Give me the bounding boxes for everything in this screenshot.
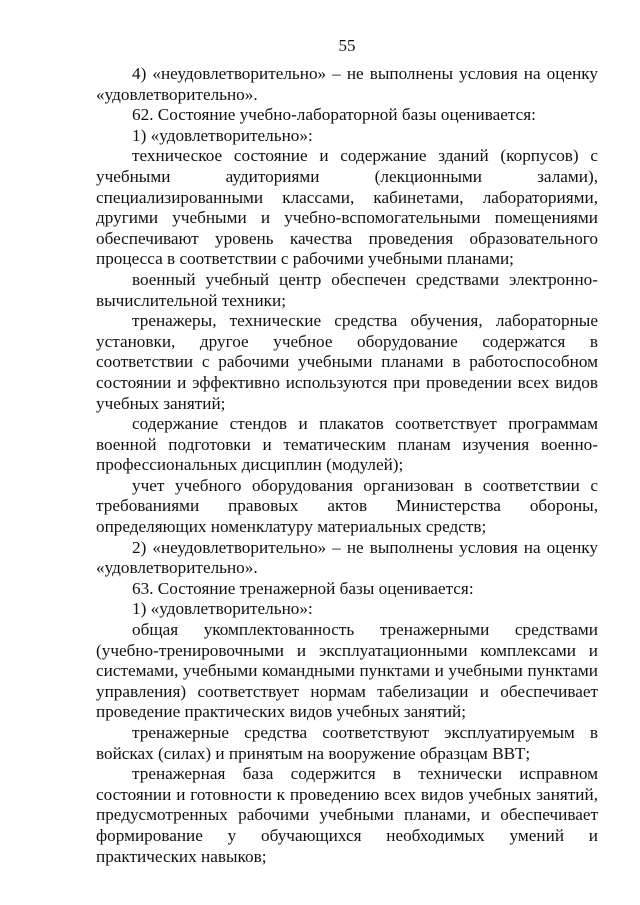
paragraph-computers: военный учебный центр обеспечен средствами электронно-вычислительной техники; [96,269,598,310]
document-body [96,64,598,867]
paragraph-trainer-base-condition: тренажерная база содержится в технически исправном состоянии и готовности к проведению всех видов учебных занятий, предусмотренных рабочими учебными планами, и обеспечивает формирование у обучающихся необходимых умений и практических навыков; [96,764,598,866]
paragraph-trainer-completeness: общая укомплектованность тренажерными средствами (учебно-тренировочными и эксплуатационными комплексами и системами, учебными командными пунктами и учебными пунктами управления) соответствует нормам табелизации и обеспечивает проведение практических видов учебных занятий; [96,620,598,722]
paragraph-equipment-accounting: учет учебного оборудования организован в соответствии с требованиями правовых актов Министерства обороны, определяющих номенклатуру материальных средств; [96,475,598,537]
section-62-heading: 62. Состояние учебно-лабораторной базы оценивается: [132,105,536,125]
paragraph-stands-posters: содержание стендов и плакатов соответствует программам военной подготовки и тематическим планам изучения военно-профессиональных дисциплин (модулей); [96,414,598,475]
item-2-unsatisfactory: 2) «неудовлетворительно» – не выполнены условия на оценку «удовлетворительно». [96,537,598,578]
page-number: 55 [338,36,356,55]
paragraph-item-4-unsatisfactory: 4) «неудовлетворительно» – не выполнены условия на оценку «удовлетворительно». [96,64,598,104]
paragraph-trainers-equipment: тренажеры, технические средства обучения, лабораторные установки, другое учебное оборудование содержатся в соответствии с рабочими учебными планами в работоспособном состоянии и эффективно используются при проведении всех видов учебных занятий; [96,311,598,413]
item-1-satisfactory: 1) «удовлетворительно»: [132,125,313,145]
section-63-heading: 63. Состояние тренажерной базы оценивается: [132,578,474,598]
item-1-satisfactory-63: 1) «удовлетворительно»: [132,599,313,619]
paragraph-buildings: техническое состояние и содержание зданий (корпусов) с учебными аудиториями (лекционными залами), специализированными классами, кабинетами, лабораториями, другими учебными и учебно-вспомогательными помещениями обеспечивают уровень качества проведения образовательного процесса в соответствии с рабочими учебными планами; [96,146,598,269]
paragraph-trainer-conformity: тренажерные средства соответствуют эксплуатируемым в войсках (силах) и принятым на вооружение образцам ВВТ; [96,723,598,763]
